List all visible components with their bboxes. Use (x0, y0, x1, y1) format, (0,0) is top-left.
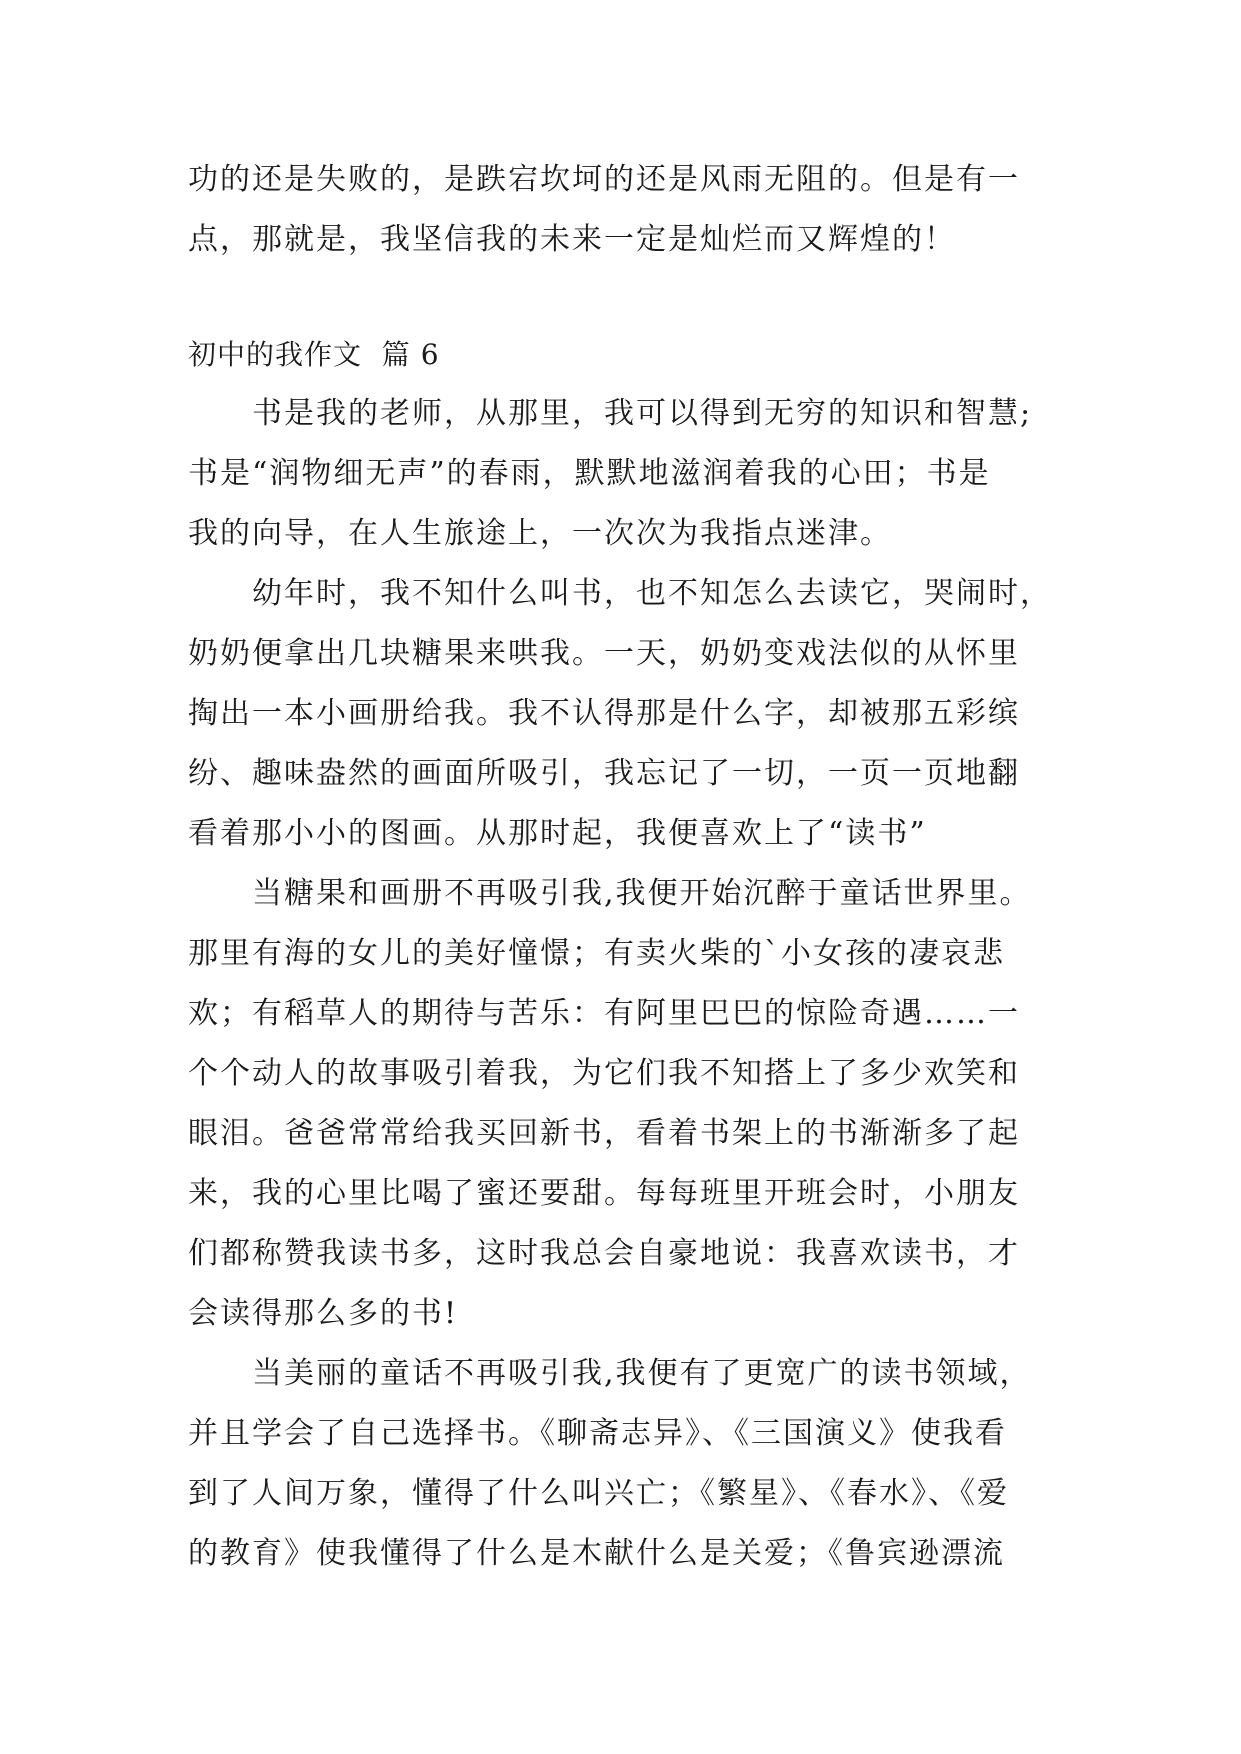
section-gap (188, 270, 1058, 326)
paragraph-3 (188, 864, 1058, 1344)
text-line: 纷、趣味盎然的画面所吸引，我忘记了一切，一页一页地翻 (188, 756, 1020, 791)
text-line: 我的向导，在人生旅途上，一次次为我指点迷津。 (188, 516, 892, 551)
paragraph-2 (188, 564, 1058, 864)
text-line: 幼年时，我不知什么叫书，也不知怎么去读它，哭闹时， (252, 576, 1052, 611)
text-line: 当美丽的童话不再吸引我,我便有了更宽广的读书领域， (252, 1356, 1032, 1391)
text-line: 书是“润物细无声”的春雨，默默地滋润着我的心田；书是 (188, 456, 991, 491)
text-line: 看着那小小的图画。从那时起，我便喜欢上了“读书” (188, 816, 927, 851)
text-line: 会读得那么多的书! (188, 1296, 459, 1331)
text-line: 当糖果和画册不再吸引我,我便开始沉醉于童话世界里。 (252, 876, 1032, 911)
text-line: 眼泪。爸爸常常给我买回新书，看着书架上的书渐渐多了起 (188, 1116, 1020, 1151)
text-line: 欢；有稻草人的期待与苦乐：有阿里巴巴的惊险奇遇……一 (188, 996, 1020, 1031)
text-line: 掏出一本小画册给我。我不认得那是什么字，却被那五彩缤 (188, 696, 1020, 731)
text-line: 点，那就是，我坚信我的未来一定是灿烂而又辉煌的！ (188, 222, 956, 257)
text-line: 功的还是失败的，是跌宕坎坷的还是风雨无阻的。但是有一 (188, 162, 1020, 197)
text-line: 个个动人的故事吸引着我，为它们我不知搭上了多少欢笑和 (188, 1056, 1020, 1091)
text-line: 们都称赞我读书多，这时我总会自豪地说：我喜欢读书，才 (188, 1236, 1020, 1271)
document-page (188, 150, 1058, 1584)
text-line: 来，我的心里比喝了蜜还要甜。每每班里开班会时，小朋友 (188, 1176, 1020, 1211)
text-line: 到了人间万象，懂得了什么叫兴亡；《繁星》、《春水》、《爱 (188, 1476, 1009, 1511)
text-line: 的教育》使我懂得了什么是木献什么是关爱；《鲁宾逊漂流 (188, 1536, 1005, 1571)
paragraph-4 (188, 1344, 1058, 1584)
text-line: 书是我的老师，从那里，我可以得到无穷的知识和智慧; (252, 396, 1033, 431)
continued-paragraph (188, 150, 1058, 270)
text-line: 奶奶便拿出几块糖果来哄我。一天，奶奶变戏法似的从怀里 (188, 636, 1020, 671)
text-line: 并且学会了自己选择书。《聊斋志异》、《三国演义》使我看 (188, 1416, 1007, 1451)
paragraph-1 (188, 384, 1058, 564)
section-heading: 初中的我作文 篇 6 (188, 338, 440, 371)
text-line: 那里有海的女儿的美好憧憬；有卖火柴的`小女孩的凄哀悲 (188, 936, 1005, 971)
